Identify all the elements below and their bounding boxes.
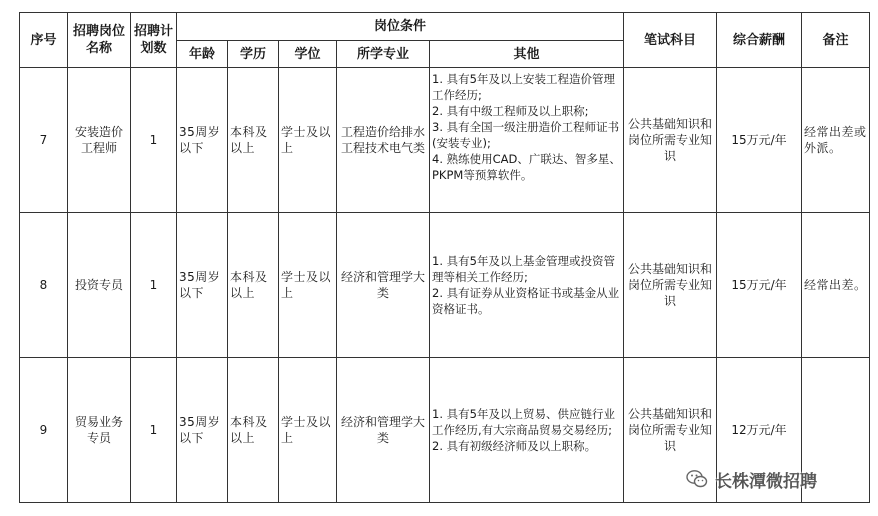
header-remark: 备注	[802, 13, 870, 68]
cell-remark: 经常出差。	[802, 213, 870, 358]
cell-degree: 学士及以上	[279, 68, 337, 213]
cell-salary: 12万元/年	[717, 358, 802, 503]
recruitment-table	[19, 12, 870, 503]
cell-exam: 公共基础知识和岗位所需专业知识	[624, 358, 717, 503]
cell-degree: 学士及以上	[279, 358, 337, 503]
header-degree: 学位	[279, 41, 337, 68]
header-edu: 学历	[228, 41, 279, 68]
other-line: 1. 具有5年及以上贸易、供应链行业工作经历,有大宗商品贸易交易经历;	[432, 407, 615, 437]
cell-edu: 本科及以上	[228, 213, 279, 358]
cell-plan: 1	[131, 358, 177, 503]
header-post: 招聘岗位名称	[68, 13, 131, 68]
cell-age: 35周岁以下	[177, 213, 228, 358]
table-row	[20, 213, 870, 358]
cell-other	[430, 68, 624, 213]
cell-remark: 经常出差或外派。	[802, 68, 870, 213]
cell-plan: 1	[131, 68, 177, 213]
cell-age: 35周岁以下	[177, 68, 228, 213]
header-salary: 综合薪酬	[717, 13, 802, 68]
cell-edu: 本科及以上	[228, 68, 279, 213]
header-conditions: 岗位条件	[177, 13, 624, 41]
cell-degree: 学士及以上	[279, 213, 337, 358]
cell-exam: 公共基础知识和岗位所需专业知识	[624, 68, 717, 213]
cell-salary: 15万元/年	[717, 68, 802, 213]
header-other: 其他	[430, 41, 624, 68]
wechat-icon	[685, 467, 709, 491]
other-line: 2. 具有初级经济师及以上职称。	[432, 439, 597, 453]
cell-major: 经济和管理学大类	[337, 213, 430, 358]
cell-post: 贸易业务专员	[68, 358, 131, 503]
other-line: 1. 具有5年及以上基金管理或投资管理等相关工作经历;	[432, 254, 615, 284]
cell-plan: 1	[131, 213, 177, 358]
other-line: 4. 熟练使用CAD、广联达、智多星、PKPM等预算软件。	[432, 152, 621, 182]
cell-seq: 9	[20, 358, 68, 503]
header-exam: 笔试科目	[624, 13, 717, 68]
header-seq: 序号	[20, 13, 68, 68]
cell-exam: 公共基础知识和岗位所需专业知识	[624, 213, 717, 358]
watermark	[685, 465, 875, 493]
cell-age: 35周岁以下	[177, 358, 228, 503]
other-line: 2. 具有中级工程师及以上职称;	[432, 104, 589, 118]
table-row	[20, 68, 870, 213]
cell-seq: 8	[20, 213, 68, 358]
cell-major: 经济和管理学大类	[337, 358, 430, 503]
cell-seq: 7	[20, 68, 68, 213]
cell-salary: 15万元/年	[717, 213, 802, 358]
cell-post: 投资专员	[68, 213, 131, 358]
other-line: 3. 具有全国一级注册造价工程师证书(安装专业);	[432, 120, 620, 150]
watermark-text: 长株潭微招聘	[715, 471, 817, 492]
cell-other	[430, 358, 624, 503]
header-major: 所学专业	[337, 41, 430, 68]
cell-major: 工程造价给排水工程技术电气类	[337, 68, 430, 213]
cell-other	[430, 213, 624, 358]
header-plan: 招聘计划数	[131, 13, 177, 68]
cell-post: 安装造价工程师	[68, 68, 131, 213]
other-line: 1. 具有5年及以上安装工程造价管理工作经历;	[432, 72, 615, 102]
header-age: 年龄	[177, 41, 228, 68]
cell-edu: 本科及以上	[228, 358, 279, 503]
other-line: 2. 具有证券从业资格证书或基金从业资格证书。	[432, 286, 620, 316]
